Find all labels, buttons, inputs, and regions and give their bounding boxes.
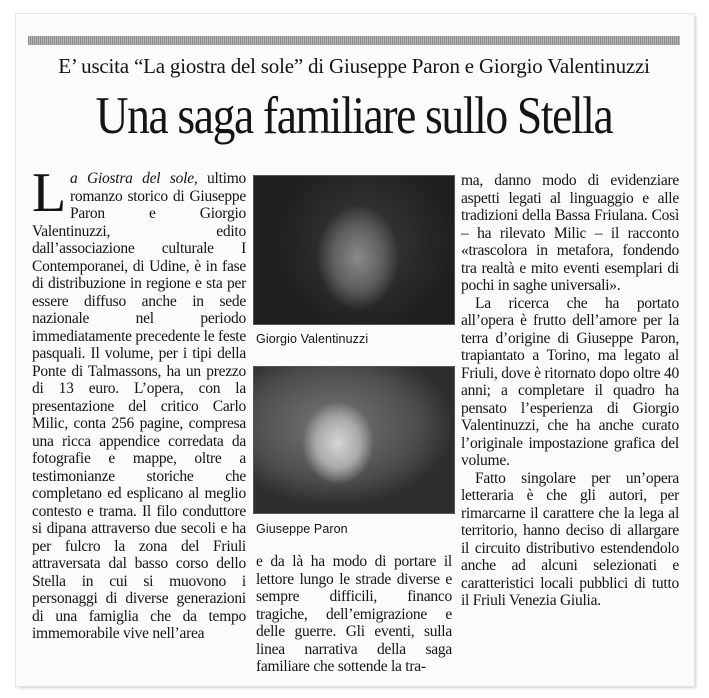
paragraph: Fatto singolare per un’opera letteraria è che gli autori, per rimarcarne il carattere che la lega al territorio, hanno deciso di allargare il circuito distributivo estendendolo anche ad alcuni selezionati e caratteristici locali pubblici di tutto il Friuli Venezia Giulia. bbox=[461, 469, 679, 609]
photo-giuseppe-paron bbox=[253, 366, 455, 514]
article-column-1 bbox=[32, 162, 246, 682]
paragraph: e da là ha modo di portare il lettore lungo le strade diverse e sempre difficili, financo tragiche, dell’emigrazione e delle guerre. Gli eventi, sulla linea narrativa della saga familiare che sottende la tra- bbox=[256, 553, 452, 675]
photo-giorgio-valentinuzzi bbox=[253, 175, 455, 325]
paragraph: La ricerca che ha portato all’opera è frutto dell’amore per la terra d’origine di Giuseppe Paron, trapiantato a Torino, ma legato al Friuli, dove è ritornato dopo oltre 40 anni; a completare il quadro ha pensato l’esperienza di Giorgio Valentinuzzi, che ha anche curato l’originale impostazione grafica del volume. bbox=[461, 294, 679, 469]
article-column-2 bbox=[256, 553, 452, 683]
paragraph bbox=[32, 162, 246, 643]
kicker: E’ uscita “La giostra del sole” di Giuseppe Paron e Giorgio Valentinuzzi bbox=[58, 54, 650, 78]
drop-cap: L bbox=[32, 162, 66, 224]
headline: Una saga familiare sullo Stella bbox=[95, 87, 613, 145]
header-rule bbox=[28, 36, 680, 45]
article-column-3 bbox=[461, 172, 679, 682]
photo-caption: Giorgio Valentinuzzi bbox=[256, 332, 369, 346]
paragraph-text: , ultimo romanzo storico di Giuseppe Paron e Giorgio Valentinuzzi, edito dall’associazione culturale I Contemporanei, di Udine, è in fase di distribuzione in regione e sta per essere diffuso anche in sede nazionale nel periodo immediatamente precedente le feste pasquali. Il volume, per i tipi della Ponte di Talmassons, ha un prezzo di 13 euro. L’opera, con la presentazione del critico Carlo Milic, conta 256 pagine, compresa una ricca appendice corredata da fotografie e mappe, oltre a testimonianze storiche che completano ed esplicano al meglio contesto e trama. Il filo conduttore si dipana attraverso due secoli e ha per fulcro la zona del Friuli attraversata dal basso corso dello Stella in cui si muovono i personaggi di diverse generazioni di una famiglia che da tempo immemorabile vive nell’area bbox=[32, 170, 246, 642]
photo-caption: Giuseppe Paron bbox=[256, 522, 348, 536]
paragraph: ma, danno modo di evidenziare aspetti legati al linguaggio e alle tradizioni della Bassa Friulana. Così – ha rilevato Milic – il racconto «trascolora in metafora, fondendo tra realtà e mito eventi esemplari di pochi in saghe universali». bbox=[461, 172, 679, 294]
book-title: a Giostra del sole bbox=[69, 170, 194, 187]
